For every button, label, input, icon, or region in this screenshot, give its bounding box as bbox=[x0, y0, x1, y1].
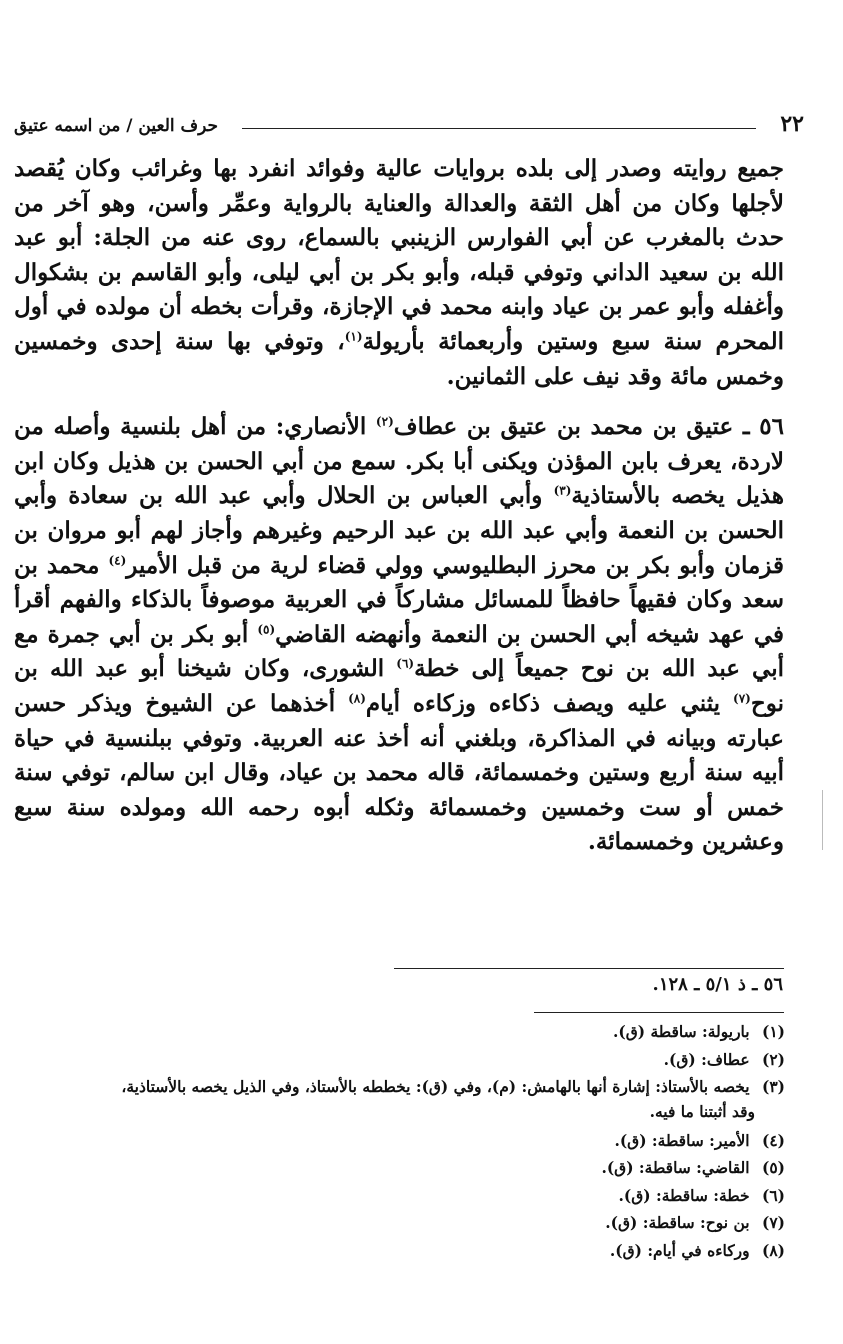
footnote-text: الأمير: ساقطة: (ق). bbox=[614, 1130, 750, 1150]
footnote-text: وركاءه في أيام: (ق). bbox=[609, 1240, 750, 1260]
footnote bbox=[25, 1209, 785, 1237]
paragraph-text: محمد بن سعد وكان فقيهاً حافظاً للمسائل مشاركاً في العربية موصوفاً بالذكاء والفهم أقرأ في عهد شيخه أبي الحسن بن النعمة وأنهضه القاضي bbox=[14, 551, 785, 648]
footnote-number: (٤) bbox=[761, 1130, 785, 1150]
paragraph-text: وأبي العباس بن الحلال وأبي عبد الله بن سعادة وأبي الحسن بن النعمة وأبي عبد الله بن عبد الرحيم وغيرهم وأجاز لهم أبو مروان بن قزمان وأبو بكر بن محرز البطليوسي وولي قضاء لرية من قبل الأمير bbox=[14, 482, 784, 579]
scan-margin-mark bbox=[822, 790, 823, 850]
running-header bbox=[14, 112, 804, 142]
source-reference: ٥٦ ـ ذ ٥/١ ـ ١٢٨. bbox=[652, 974, 783, 995]
footnote-text: باريولة: ساقطة (ق). bbox=[612, 1022, 750, 1041]
footnote-number: (٢) bbox=[761, 1049, 785, 1069]
paragraph-text: الشورى، وكان شيخنا أبو عبد الله بن نوح bbox=[14, 655, 784, 717]
paragraph-continuation bbox=[14, 152, 784, 394]
footnote-text: يخصه بالأستاذ: إشارة أنها بالهامش: (م)، وفي (ق): يخططه بالأستاذ، وفي الذيل يخصه بالأستاذية، bbox=[121, 1077, 750, 1096]
footnote bbox=[25, 1154, 785, 1182]
paragraph-text: جميع روايته وصدر إلى بلده بروايات عالية وفوائد انفرد بها وغرائب وكان يُقصد لأجلها وكان من أهل الثقة والعدالة والعناية بالرواية وعمِّر وأسن، وهو آخر من حدث بالمغرب عن أبي الفوارس الزينبي بالسماع، روى عنه من الجلة: أبو عبد الله بن سعيد الداني وتوفي قبله، وأبو بكر بن أبي ليلى، وأبو القاسم بن بشكوال وأغفله وأبو عمر بن عياد وابنه محمد في الإجازة، وقرأت بخطه أن مولده في أول المحرم سنة سبع وستين وأربعمائة بأريولة bbox=[14, 155, 784, 355]
biography-entry-56 bbox=[14, 410, 784, 860]
footnote bbox=[25, 1046, 785, 1074]
running-title: حرف العين / من اسمه عتيق bbox=[14, 116, 219, 136]
footnote-continuation: وقد أثبتنا ما فيه. bbox=[649, 1101, 755, 1121]
page-number: ٢٢ bbox=[780, 111, 804, 137]
paragraph-text: ، وتوفي بها سنة إحدى وخمسين وخمس مائة وقد نيف على الثمانين. bbox=[14, 327, 784, 390]
footnote bbox=[25, 1237, 785, 1265]
header-rule bbox=[242, 128, 756, 129]
footnote-ref: (٨) bbox=[348, 691, 366, 706]
footnote bbox=[25, 1127, 785, 1155]
footnote-ref: (٤) bbox=[108, 552, 127, 567]
footnote bbox=[25, 1182, 785, 1210]
footnote-text: بن نوح: ساقطة: (ق). bbox=[605, 1213, 750, 1232]
footnote-ref: (١) bbox=[344, 329, 363, 344]
footnote-ref: (٥) bbox=[257, 622, 276, 637]
footnote-number: (٥) bbox=[761, 1158, 785, 1177]
main-text bbox=[14, 152, 784, 860]
footnote-text: عطاف: (ق). bbox=[663, 1049, 750, 1069]
footnote-ref: (٢) bbox=[375, 414, 394, 429]
footnotes-rule bbox=[534, 1012, 784, 1013]
paragraph-text: أبو بكر بن أبي جمرة مع أبي عبد الله بن نوح جميعاً إلى خطة bbox=[14, 620, 784, 683]
paragraph-text: أخذهما عن الشيوخ ويذكر حسن عبارته وبيانه في المذاكرة، وبلغني أنه أخذ عنه العربية. وتوفي ببلنسية في حياة أبيه سنة أربع وستين وخمسمائة، قاله محمد بن عياد، وقال ابن سالم، توفي سنة خمس أو ست وخمسين وخمسمائة وثكله أبوه رحمه الله ومولده سنة سبع وعشرين وخمسمائة. bbox=[14, 689, 784, 856]
paragraph-text: ٥٦ ـ عتيق بن محمد بن عتيق بن عطاف bbox=[393, 413, 784, 441]
footnote bbox=[25, 1018, 785, 1046]
footnotes-list bbox=[25, 1018, 785, 1264]
paragraph-text: الأنصاري: من أهل بلنسية وأصله من لاردة، يعرف بابن المؤذن ويكنى أبا بكر. سمع من أبي الحسن بن هذيل وكان ابن هذيل يخصه بالأستاذية bbox=[14, 413, 785, 510]
footnote-number: (٣) bbox=[761, 1077, 785, 1096]
footnote-number: (٦) bbox=[761, 1185, 785, 1205]
footnote-text: القاضي: ساقطة: (ق). bbox=[601, 1158, 750, 1177]
footnote-number: (١) bbox=[761, 1022, 785, 1041]
footnote-number: (٨) bbox=[761, 1240, 785, 1260]
footnote-ref: (٣) bbox=[553, 483, 572, 498]
footnote bbox=[25, 1073, 785, 1123]
footnote-text: خطة: ساقطة: (ق). bbox=[618, 1185, 750, 1205]
paragraph-text: يثني عليه ويصف ذكاءه وزكاءه أيام bbox=[365, 689, 734, 717]
footnote-number: (٧) bbox=[761, 1213, 785, 1232]
footnote-ref: (٧) bbox=[733, 691, 751, 706]
footnote-ref: (٦) bbox=[396, 656, 415, 671]
apparatus-rule bbox=[394, 968, 784, 969]
